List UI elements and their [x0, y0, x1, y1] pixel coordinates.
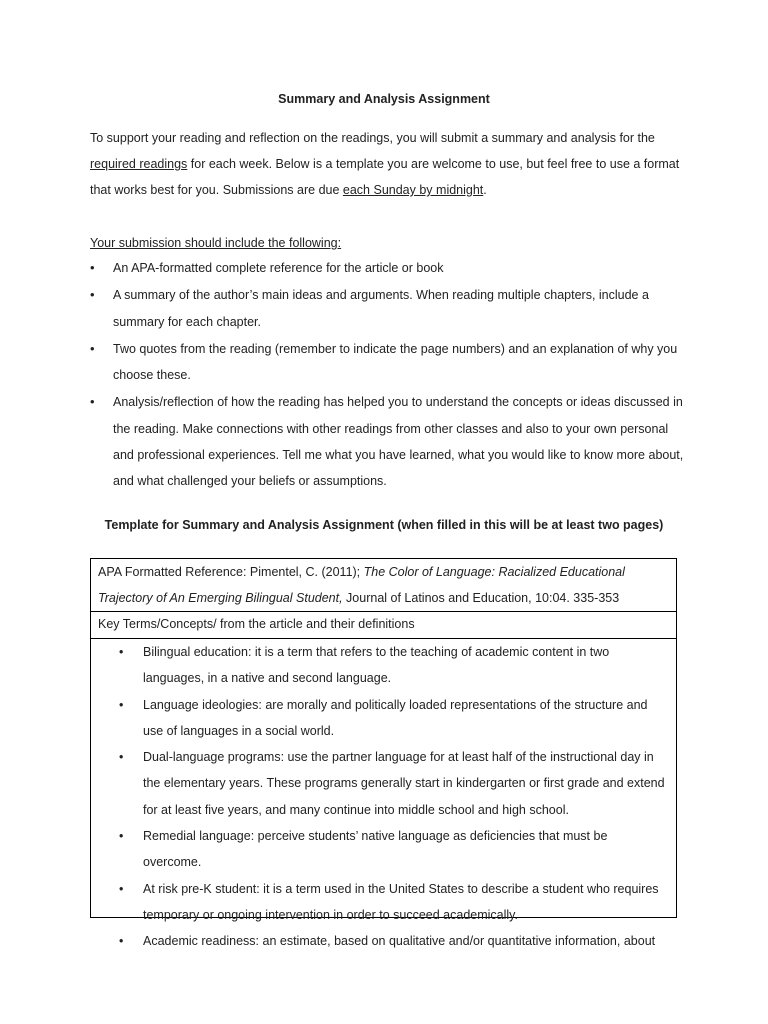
template-table [90, 558, 677, 949]
requirement-item: • Two quotes from the reading (remember to indicate the page numbers) and an explanation of why you choose these. [90, 336, 690, 389]
requirements-list [90, 255, 690, 496]
intro-text-1: To support your reading and reflection on the readings, you will submit a summary and analysis for the [90, 131, 655, 145]
template-title: Template for Summary and Analysis Assignment (when filled in this will be at least two pages) [104, 518, 664, 532]
requirement-item: • An APA-formatted complete reference for the article or book [90, 255, 690, 281]
term-item: • Dual-language programs: use the partner language for at least half of the instructional day in the elementary years. These programs generally start in kindergarten or first grade and extend for at least five years, and many continue into middle school and high school. [91, 744, 676, 823]
term-item: • Academic readiness: an estimate, based on qualitative and/or quantitative information, about [91, 928, 676, 954]
reference-suffix: Journal of Latinos and Education, 10:04. 335-353 [342, 591, 620, 605]
required-readings-link[interactable]: required readings [90, 157, 188, 171]
document-title: Summary and Analysis Assignment [278, 92, 490, 106]
terms-list [91, 639, 676, 955]
reference-cell [91, 559, 676, 612]
reference-prefix: APA Formatted Reference: Pimentel, C. (2011); [98, 565, 364, 579]
term-item: • Remedial language: perceive students’ native language as deficiencies that must be overcome. [91, 823, 676, 876]
term-item: • At risk pre-K student: it is a term used in the United States to describe a student who requires temporary or ongoing intervention in order to succeed academically. [91, 876, 676, 929]
intro-text-3: . [483, 183, 487, 197]
key-terms-heading: Key Terms/Concepts/ from the article and their definitions [91, 612, 676, 639]
reference-title: The Color of Language: Racialized Educational Trajectory of An Emerging Bilingual Student, [98, 565, 625, 605]
requirement-item: • A summary of the author’s main ideas and arguments. When reading multiple chapters, include a summary for each chapter. [90, 282, 690, 335]
intro-text-2: for each week. Below is a template you are welcome to use, but feel free to use a format that works best for you. Submissions are due [90, 157, 680, 197]
terms-cell [91, 639, 676, 955]
requirements-heading: Your submission should include the following: [90, 236, 342, 250]
due-date-text: each Sunday by midnight [342, 183, 484, 197]
term-item: • Bilingual education: it is a term that refers to the teaching of academic content in two languages, in a native and second language. [91, 639, 676, 692]
term-item: • Language ideologies: are morally and politically loaded representations of the structure and use of languages in a social world. [91, 692, 676, 745]
intro-paragraph [90, 125, 690, 203]
requirement-item: • Analysis/reflection of how the reading has helped you to understand the concepts or ideas discussed in the reading. Make connections with other readings from other classes and also to your own personal and professional experiences. Tell me what you have learned, what you would like to know more about, and what challenged your beliefs or assumptions. [90, 389, 690, 494]
